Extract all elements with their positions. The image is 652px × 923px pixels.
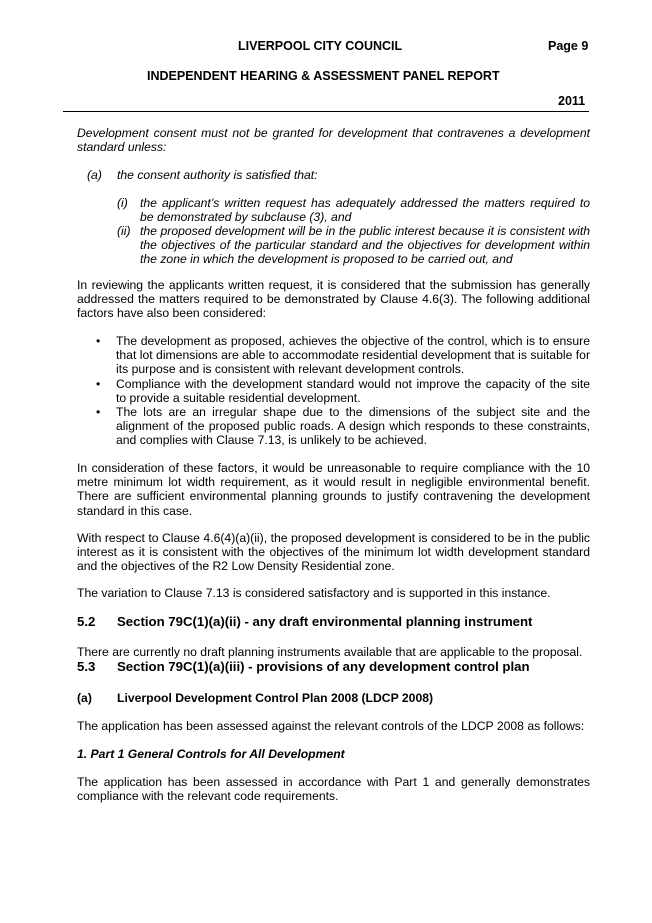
- section-5-2-title: Section 79C(1)(a)(ii) - any draft environmental planning instrument: [117, 614, 533, 629]
- clause-ii-label: (ii): [117, 224, 131, 238]
- consideration-paragraph: In consideration of these factors, it would be unreasonable to require compliance with the 10 metre minimum lot width requirement, as it would result in negligible environmental benefit. There are sufficient environmental planning grounds to justify contravening the development standard in this case.: [77, 461, 590, 518]
- clause-a-label: (a): [87, 168, 102, 182]
- section-5-3-title: Section 79C(1)(a)(iii) - provisions of any development control plan: [117, 659, 530, 674]
- page-number: Page 9: [548, 39, 589, 53]
- variation-paragraph: The variation to Clause 7.13 is considered satisfactory and is supported in this instance.: [77, 586, 551, 600]
- clause-i-label: (i): [117, 196, 128, 210]
- header-divider: [63, 111, 589, 112]
- review-paragraph: In reviewing the applicants written request, it is considered that the submission has generally addressed the matters required to be demonstrated by Clause 4.6(3). The following additional factors have also been considered:: [77, 278, 590, 321]
- draft-paragraph: There are currently no draft planning instruments available that are applicable to the proposal.: [77, 645, 583, 659]
- bullet-marker: •: [96, 334, 101, 348]
- bullet-item: Compliance with the development standard would not improve the capacity of the site to provide a suitable residential development.: [116, 377, 590, 406]
- subsection-a-title: Liverpool Development Control Plan 2008 (LDCP 2008): [117, 691, 434, 705]
- bullet-item: The lots are an irregular shape due to the dimensions of the subject site and the alignment of the proposed public roads. A design which responds to these constraints, and complies with Clause 7.13, is unlikely to be achieved.: [116, 405, 590, 448]
- clause-i-text: the applicant’s written request has adequately addressed the matters required to be demonstrated by subclause (3), and: [140, 196, 590, 225]
- subsection-a-label: (a): [77, 691, 92, 705]
- assessed-paragraph: The application has been assessed against the relevant controls of the LDCP 2008 as follows:: [77, 719, 585, 733]
- part-1-paragraph: The application has been assessed in accordance with Part 1 and generally demonstrates compliance with the relevant code requirements.: [77, 775, 590, 804]
- section-5-3-number: 5.3: [77, 659, 96, 674]
- respect-paragraph: With respect to Clause 4.6(4)(a)(ii), the proposed development is considered to be in the public interest as it is consistent with the objectives of the minimum lot width development standard and the objectives of the R2 Low Density Residential zone.: [77, 531, 590, 574]
- report-year: 2011: [558, 94, 586, 108]
- bullet-marker: •: [96, 377, 101, 391]
- section-5-2-number: 5.2: [77, 614, 96, 629]
- report-title: INDEPENDENT HEARING & ASSESSMENT PANEL REPORT: [147, 69, 500, 83]
- intro-paragraph: Development consent must not be granted for development that contravenes a development standard unless:: [77, 126, 590, 155]
- clause-ii-text: the proposed development will be in the public interest because it is consistent with the objectives of the particular standard and the objectives for development within the zone in which the development is proposed to be carried out, and: [140, 224, 590, 267]
- bullet-marker: •: [96, 405, 101, 419]
- part-1-heading: 1. Part 1 General Controls for All Development: [77, 747, 345, 761]
- bullet-item: The development as proposed, achieves the objective of the control, which is to ensure that lot dimensions are able to accommodate residential development that is suitable for its purpose and is consistent with relevant development controls.: [116, 334, 590, 377]
- council-name: LIVERPOOL CITY COUNCIL: [238, 39, 403, 53]
- clause-a-text: the consent authority is satisfied that:: [117, 168, 318, 182]
